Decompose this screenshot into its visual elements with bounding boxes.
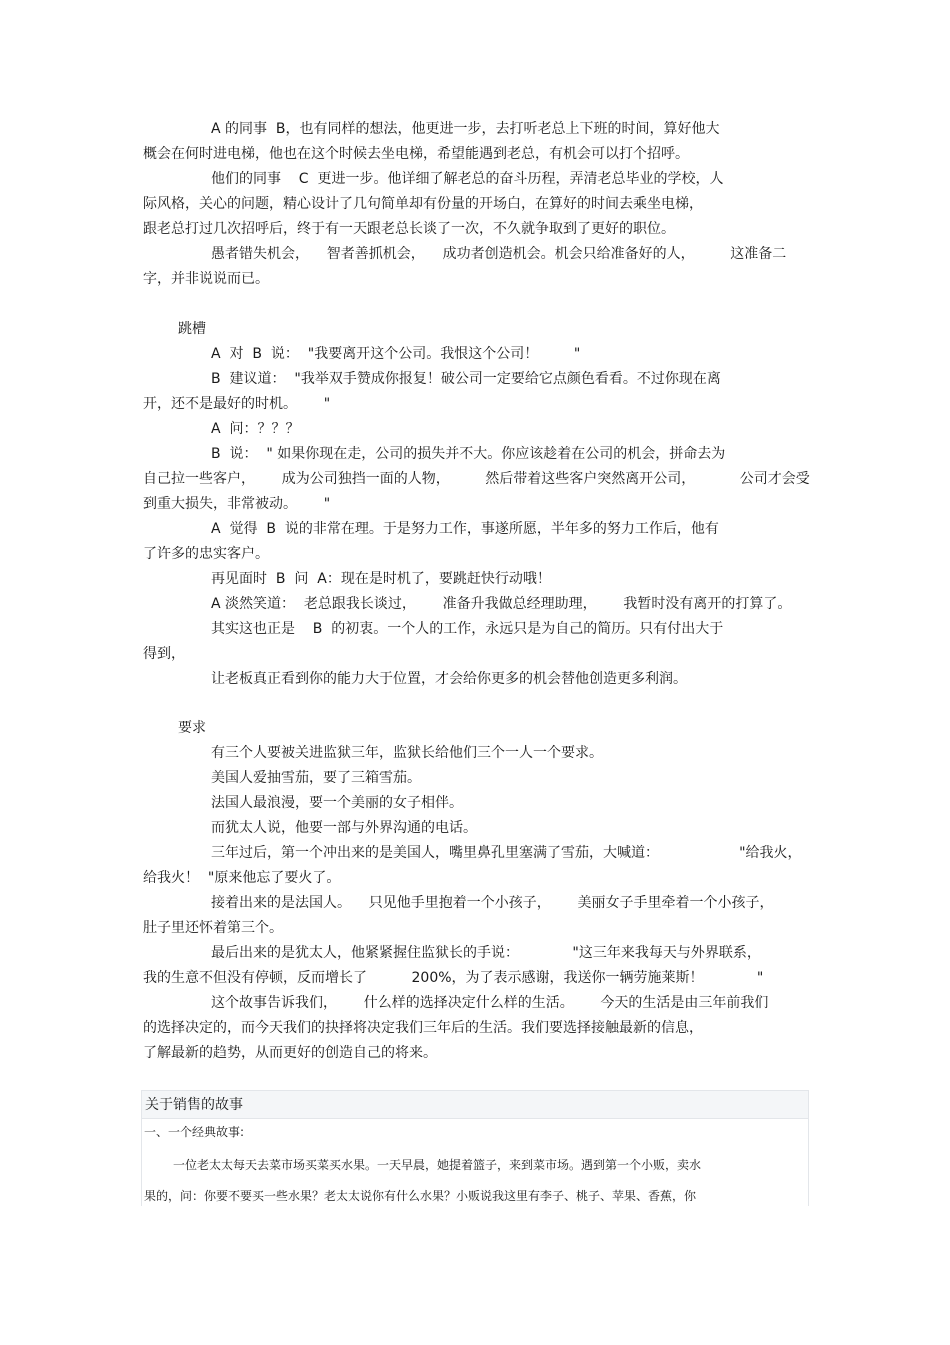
- section-heading-tiaocao: 跳槽: [178, 321, 206, 337]
- paragraph-line: 得到，: [143, 646, 185, 662]
- paragraph-line: 我的生意不但没有停顿，反而增长了 200%，为了表示感谢，我送你一辆劳施莱斯！ ": [143, 970, 764, 986]
- paragraph-line: 其实这也正是 B 的初衷。一个人的工作，永远只是为自己的简历。只有付出大于: [211, 621, 724, 637]
- paragraph-line: 了许多的忠实客户。: [143, 546, 269, 562]
- paragraph-line: 跟老总打过几次招呼后，终于有一天跟老总长谈了一次，不久就争取到了更好的职位。: [143, 221, 675, 237]
- box-paragraph-line: 一位老太太每天去菜市场买菜买水果。一天早晨，她提着篮子，来到菜市场。遇到第一个小贩，卖水: [173, 1158, 702, 1172]
- paragraph-line: 概会在何时进电梯，他也在这个时候去坐电梯，希望能遇到老总，有机会可以打个招呼。: [143, 146, 689, 162]
- paragraph-line: 再见面时 B 问 A：现在是时机了，要跳赶快行动哦！: [211, 571, 551, 587]
- paragraph-line: 有三个人要被关进监狱三年，监狱长给他们三个一人一个要求。: [211, 745, 603, 761]
- paragraph-line: A 问：？？？: [211, 421, 300, 437]
- sales-story-box: [141, 1090, 809, 1206]
- paragraph-line: 了解最新的趋势，从而更好的创造自己的将来。: [143, 1045, 437, 1061]
- section-heading-yaoqiu: 要求: [178, 720, 206, 736]
- paragraph-line: 他们的同事 C 更进一步。他详细了解老总的奋斗历程，弄清老总毕业的学校，人: [211, 171, 724, 187]
- paragraph-line: 愚者错失机会， 智者善抓机会， 成功者创造机会。机会只给准备好的人， 这准备二: [211, 246, 787, 262]
- paragraph-line: 的选择决定的，而今天我们的抉择将决定我们三年后的生活。我们要选择接触最新的信息，: [143, 1020, 703, 1036]
- paragraph-line: 际风格，关心的问题，精心设计了几句简单却有份量的开场白，在算好的时间去乘坐电梯，: [143, 196, 703, 212]
- paragraph-line: 肚子里还怀着第三个。: [143, 920, 283, 936]
- paragraph-line: 接着出来的是法国人。 只见他手里抱着一个小孩子， 美丽女子手里牵着一个小孩子，: [211, 895, 774, 911]
- paragraph-line: A 淡然笑道： 老总跟我长谈过， 准备升我做总经理助理， 我暂时没有离开的打算了。: [211, 596, 792, 612]
- paragraph-line: 给我火！ "原来他忘了要火了。: [143, 870, 341, 886]
- paragraph-line: 而犹太人说，他要一部与外界沟通的电话。: [211, 820, 477, 836]
- paragraph-line: A 对 B 说： "我要离开这个公司。我恨这个公司！ ": [211, 346, 581, 362]
- paragraph-line: 法国人最浪漫，要一个美丽的女子相伴。: [211, 795, 463, 811]
- paragraph-line: 三年过后，第一个冲出来的是美国人，嘴里鼻孔里塞满了雪茄，大喊道： "给我火，: [211, 845, 802, 861]
- paragraph-line: 这个故事告诉我们， 什么样的选择决定什么样的生活。 今天的生活是由三年前我们: [211, 995, 769, 1011]
- paragraph-line: A 的同事 B，也有同样的想法，他更进一步，去打听老总上下班的时间，算好他大: [211, 121, 720, 137]
- paragraph-line: A 觉得 B 说的非常在理。于是努力工作，事遂所愿，半年多的努力工作后，他有: [211, 521, 719, 537]
- paragraph-line: 到重大损失，非常被动。 ": [143, 496, 331, 512]
- box-title: 关于销售的故事: [142, 1091, 808, 1119]
- paragraph-line: 字，并非说说而已。: [143, 271, 269, 287]
- paragraph-line: 自己拉一些客户， 成为公司独挡一面的人物， 然后带着这些客户突然离开公司， 公司才会受: [143, 471, 810, 487]
- paragraph-line: B 建议道： "我举双手赞成你报复！破公司一定要给它点颜色看看。不过你现在离: [211, 371, 721, 387]
- paragraph-line: 最后出来的是犹太人，他紧紧握住监狱长的手说： "这三年来我每天与外界联系，: [211, 945, 761, 961]
- box-subtitle: 一、一个经典故事:: [144, 1125, 245, 1139]
- paragraph-line: 美国人爱抽雪茄，要了三箱雪茄。: [211, 770, 421, 786]
- box-paragraph-line: 果的，问：你要不要买一些水果？老太太说你有什么水果？小贩说我这里有李子、桃子、苹果、香蕉，你: [144, 1189, 697, 1203]
- paragraph-line: 开，还不是最好的时机。 ": [143, 396, 331, 412]
- paragraph-line: 让老板真正看到你的能力大于位置，才会给你更多的机会替他创造更多利润。: [211, 671, 687, 687]
- paragraph-line: B 说： " 如果你现在走，公司的损失并不大。你应该趁着在公司的机会，拼命去为: [211, 446, 726, 462]
